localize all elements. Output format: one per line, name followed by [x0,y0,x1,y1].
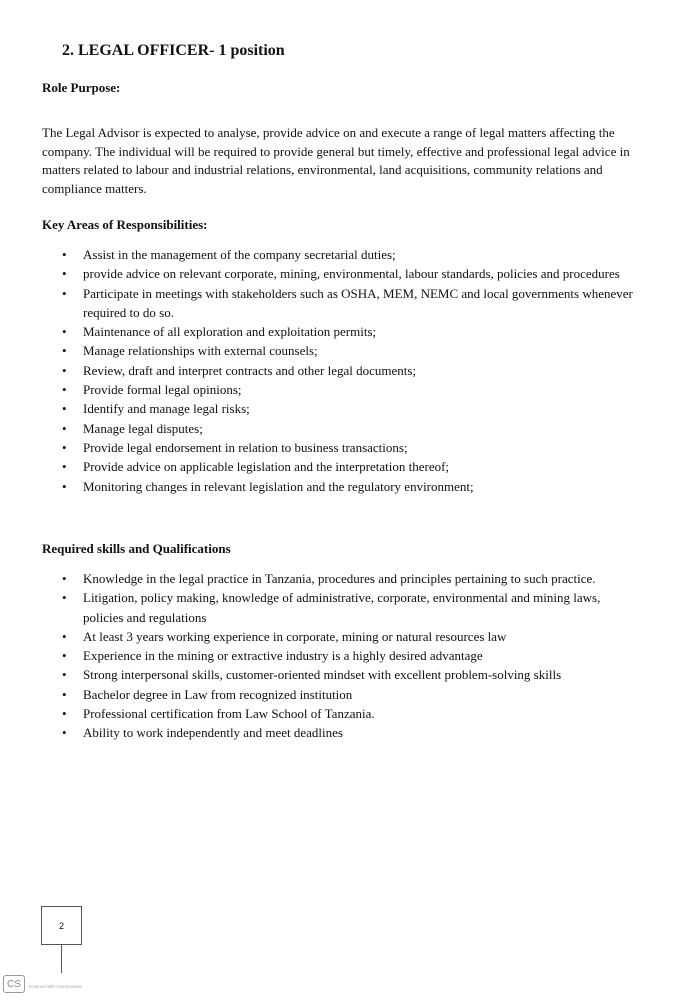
list-item: • Provide advice on applicable legislation and the interpretation thereof; [42,457,642,476]
page-title: 2. LEGAL OFFICER- 1 position [62,42,285,59]
list-item: • Bachelor degree in Law from recognized institution [42,685,642,704]
list-item: • Provide formal legal opinions; [42,380,642,399]
list-item: • Manage relationships with external counsels; [42,341,642,360]
responsibilities-heading: Key Areas of Responsibilities: [42,217,208,232]
list-item: • Manage legal disputes; [42,419,642,438]
list-item: • Litigation, policy making, knowledge of administrative, corporate, environmental and mining laws, policies and regulations [42,588,642,627]
list-item: • Provide legal endorsement in relation to business transactions; [42,438,642,457]
qualifications-heading: Required skills and Qualifications [42,541,231,556]
page-number-divider [61,945,62,973]
page-number: 2 [41,906,82,945]
scanner-watermark: Scanned with CamScanner [28,984,83,989]
list-item: • Monitoring changes in relevant legislation and the regulatory environment; [42,477,642,496]
camscanner-logo-icon: CS [3,975,25,993]
list-item: • provide advice on relevant corporate, mining, environmental, labour standards, policies and procedures [42,264,642,283]
list-item: • Knowledge in the legal practice in Tanzania, procedures and principles pertaining to such practice. [42,569,642,588]
responsibilities-list [42,245,642,496]
role-purpose-heading: Role Purpose: [42,80,121,95]
list-item: • Assist in the management of the company secretarial duties; [42,245,642,264]
list-item: • Experience in the mining or extractive industry is a highly desired advantage [42,646,642,665]
list-item: • Maintenance of all exploration and exploitation permits; [42,322,642,341]
list-item: • Strong interpersonal skills, customer-oriented mindset with excellent problem-solving skills [42,665,642,684]
qualifications-list [42,569,642,743]
list-item: • Participate in meetings with stakeholders such as OSHA, MEM, NEMC and local governments whenever required to do so. [42,284,642,323]
list-item: • Review, draft and interpret contracts and other legal documents; [42,361,642,380]
list-item: • At least 3 years working experience in corporate, mining or natural resources law [42,627,642,646]
list-item: • Identify and manage legal risks; [42,399,642,418]
list-item: • Ability to work independently and meet deadlines [42,723,642,742]
list-item: • Professional certification from Law School of Tanzania. [42,704,642,723]
role-purpose-text: The Legal Advisor is expected to analyse, provide advice on and execute a range of legal matters affecting the company. The individual will be required to provide general but timely, effective and professional legal advice in matters related to labour and industrial relations, environmental, land acquisitions, community relations and compliance matters. [42,125,630,196]
